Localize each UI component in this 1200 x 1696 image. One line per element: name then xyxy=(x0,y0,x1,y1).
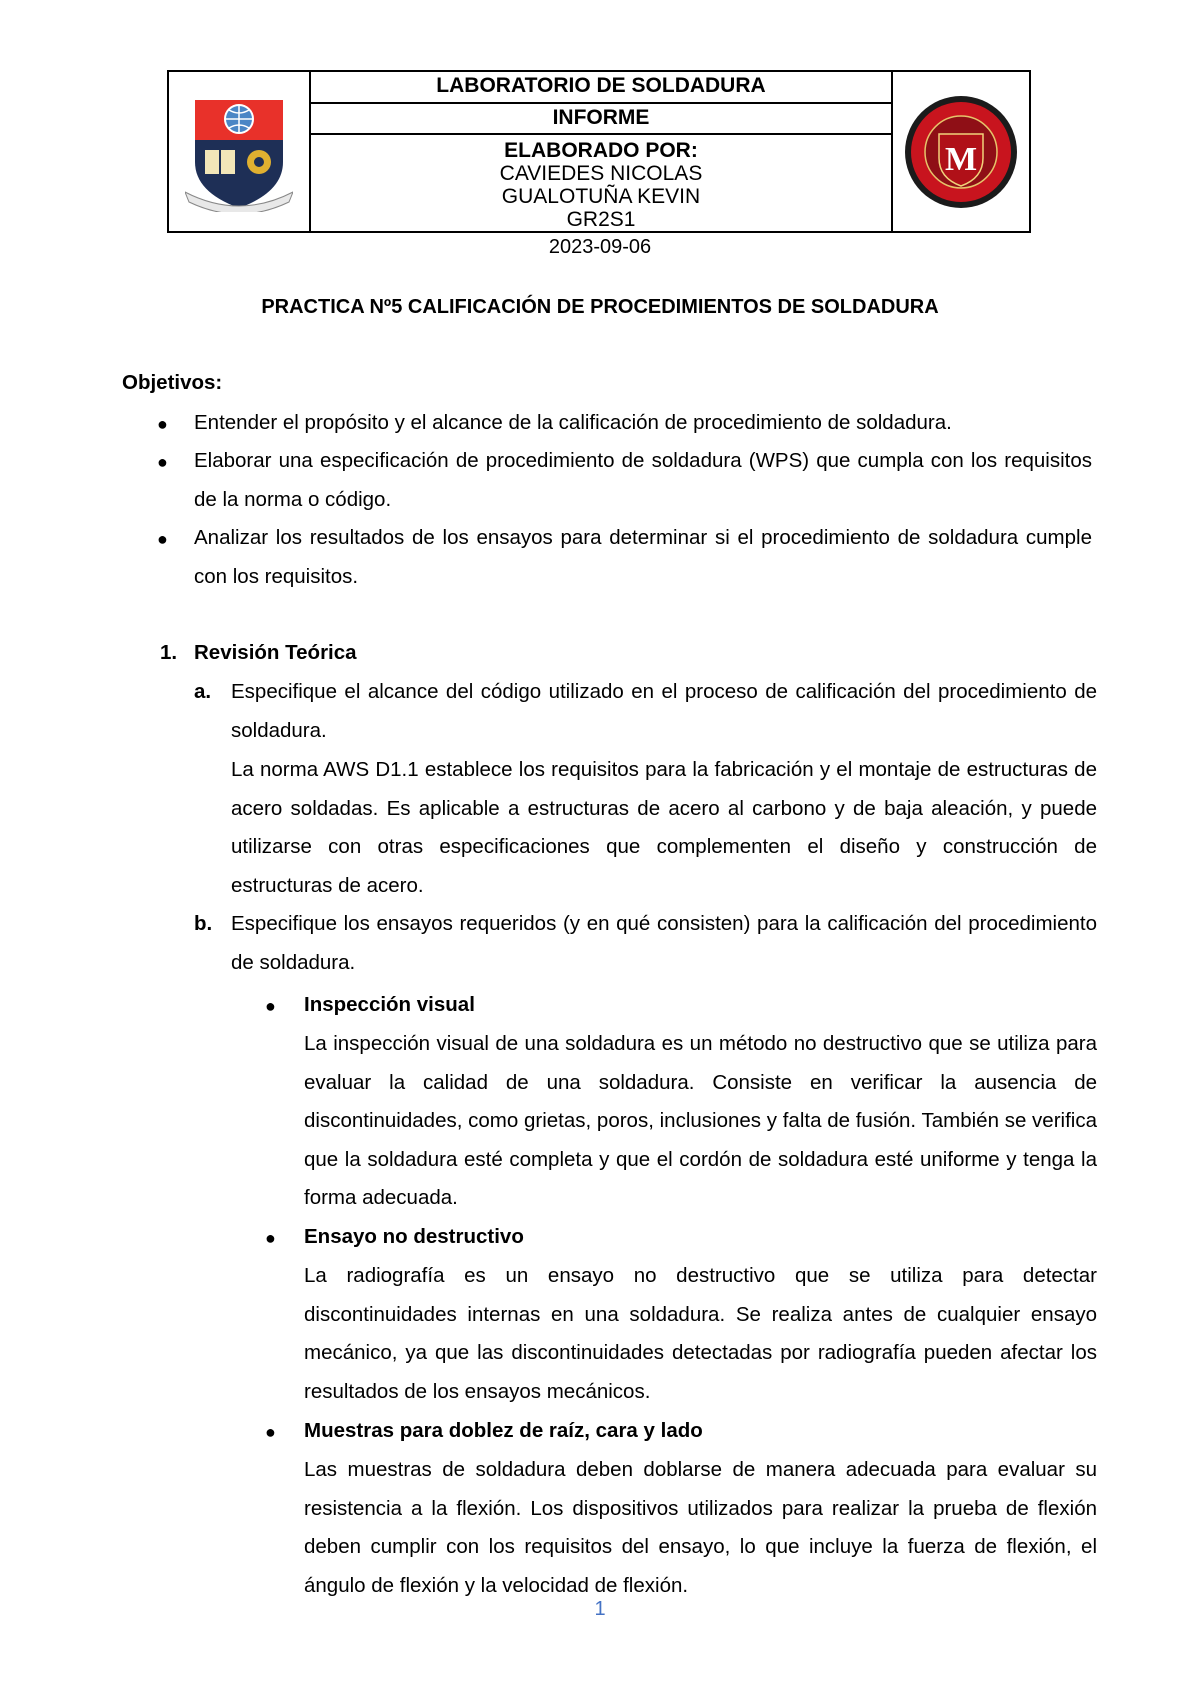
test-name-1: Inspección visual xyxy=(304,993,475,1016)
bullet-icon: ● xyxy=(157,452,168,472)
group-code: GR2S1 xyxy=(566,208,636,231)
seal-letter: M xyxy=(944,140,978,178)
author-1: CAVIEDES NICOLAS xyxy=(499,162,703,185)
objective-item-2: Elaborar una especificación de procedimiento de soldadura (WPS) que cumpla con los requisitos de la norma o código. xyxy=(194,449,1092,511)
document-date: 2023-09-06 xyxy=(548,236,652,258)
section-heading: Revisión Teórica xyxy=(194,641,357,664)
header-table xyxy=(167,70,1031,233)
document-type: INFORME xyxy=(311,104,891,136)
item-a-answer: La norma AWS D1.1 establece los requisitos para la fabricación y el montaje de estructuras de acero soldadas. Es aplicable a estructuras de acero al carbono y de baja aleación, y puede utilizarse con otras especificaciones que complementen el diseño y construcción de estructuras de acero. xyxy=(231,758,1097,897)
mechanical-engineering-seal-logo xyxy=(903,94,1019,210)
authors-block xyxy=(311,135,891,231)
bullet-icon: ● xyxy=(265,996,276,1016)
bullet-icon: ● xyxy=(265,1422,276,1442)
right-logo-cell xyxy=(891,72,1029,231)
item-b-label: b. xyxy=(194,912,213,935)
bullet-icon: ● xyxy=(265,1228,276,1248)
page-number: 1 xyxy=(594,1598,606,1620)
objective-item-1: Entender el propósito y el alcance de la calificación de procedimiento de soldadura. xyxy=(194,411,952,434)
section-number: 1. xyxy=(160,641,178,664)
lab-name: LABORATORIO DE SOLDADURA xyxy=(311,72,891,104)
left-logo-cell xyxy=(169,72,311,231)
header-center-cell xyxy=(311,72,891,231)
test-name-2: Ensayo no destructivo xyxy=(304,1225,524,1248)
item-b-question: Especifique los ensayos requeridos (y en qué consisten) para la calificación del procedimiento de soldadura. xyxy=(231,912,1097,974)
test-text-1: La inspección visual de una soldadura es un método no destructivo que se utiliza para evaluar la calidad de una soldadura. Consiste en verificar la ausencia de discontinuidades, como grietas, poros, inclusiones y falta de fusión. También se verifica que la soldadura esté completa y que el cordón de soldadura esté uniforme y tenga la forma adecuada. xyxy=(304,1032,1097,1209)
test-text-2: La radiografía es un ensayo no destructivo que se utiliza para detectar discontinuidades internas en una soldadura. Se realiza antes de cualquier ensayo mecánico, ya que las discontinuidades detectadas por radiografía pueden afectar los resultados de los ensayos mecánicos. xyxy=(304,1264,1097,1403)
item-a-question: Especifique el alcance del código utilizado en el proceso de calificación del procedimiento de soldadura. xyxy=(231,680,1097,742)
author-2: GUALOTUÑA KEVIN xyxy=(501,185,701,208)
test-text-3: Las muestras de soldadura deben doblarse de manera adecuada para evaluar su resistencia a la flexión. Los dispositivos utilizados para realizar la prueba de flexión deben cumplir con los requisitos del ensayo, lo que incluye la fuerza de flexión, el ángulo de flexión y la velocidad de flexión. xyxy=(304,1458,1097,1597)
test-name-3: Muestras para doblez de raíz, cara y lado xyxy=(304,1419,703,1442)
bullet-icon: ● xyxy=(157,414,168,434)
bullet-icon: ● xyxy=(157,529,168,549)
item-a-label: a. xyxy=(194,680,212,703)
objective-item-3: Analizar los resultados de los ensayos para determinar si el procedimiento de soldadura cumple con los requisitos. xyxy=(194,526,1092,588)
practice-title: PRACTICA Nº5 CALIFICACIÓN DE PROCEDIMIENTOS DE SOLDADURA xyxy=(261,296,939,318)
epn-crest-logo xyxy=(185,92,293,212)
objectives-heading: Objetivos: xyxy=(122,371,223,394)
elaborated-by-label: ELABORADO POR: xyxy=(504,139,698,162)
